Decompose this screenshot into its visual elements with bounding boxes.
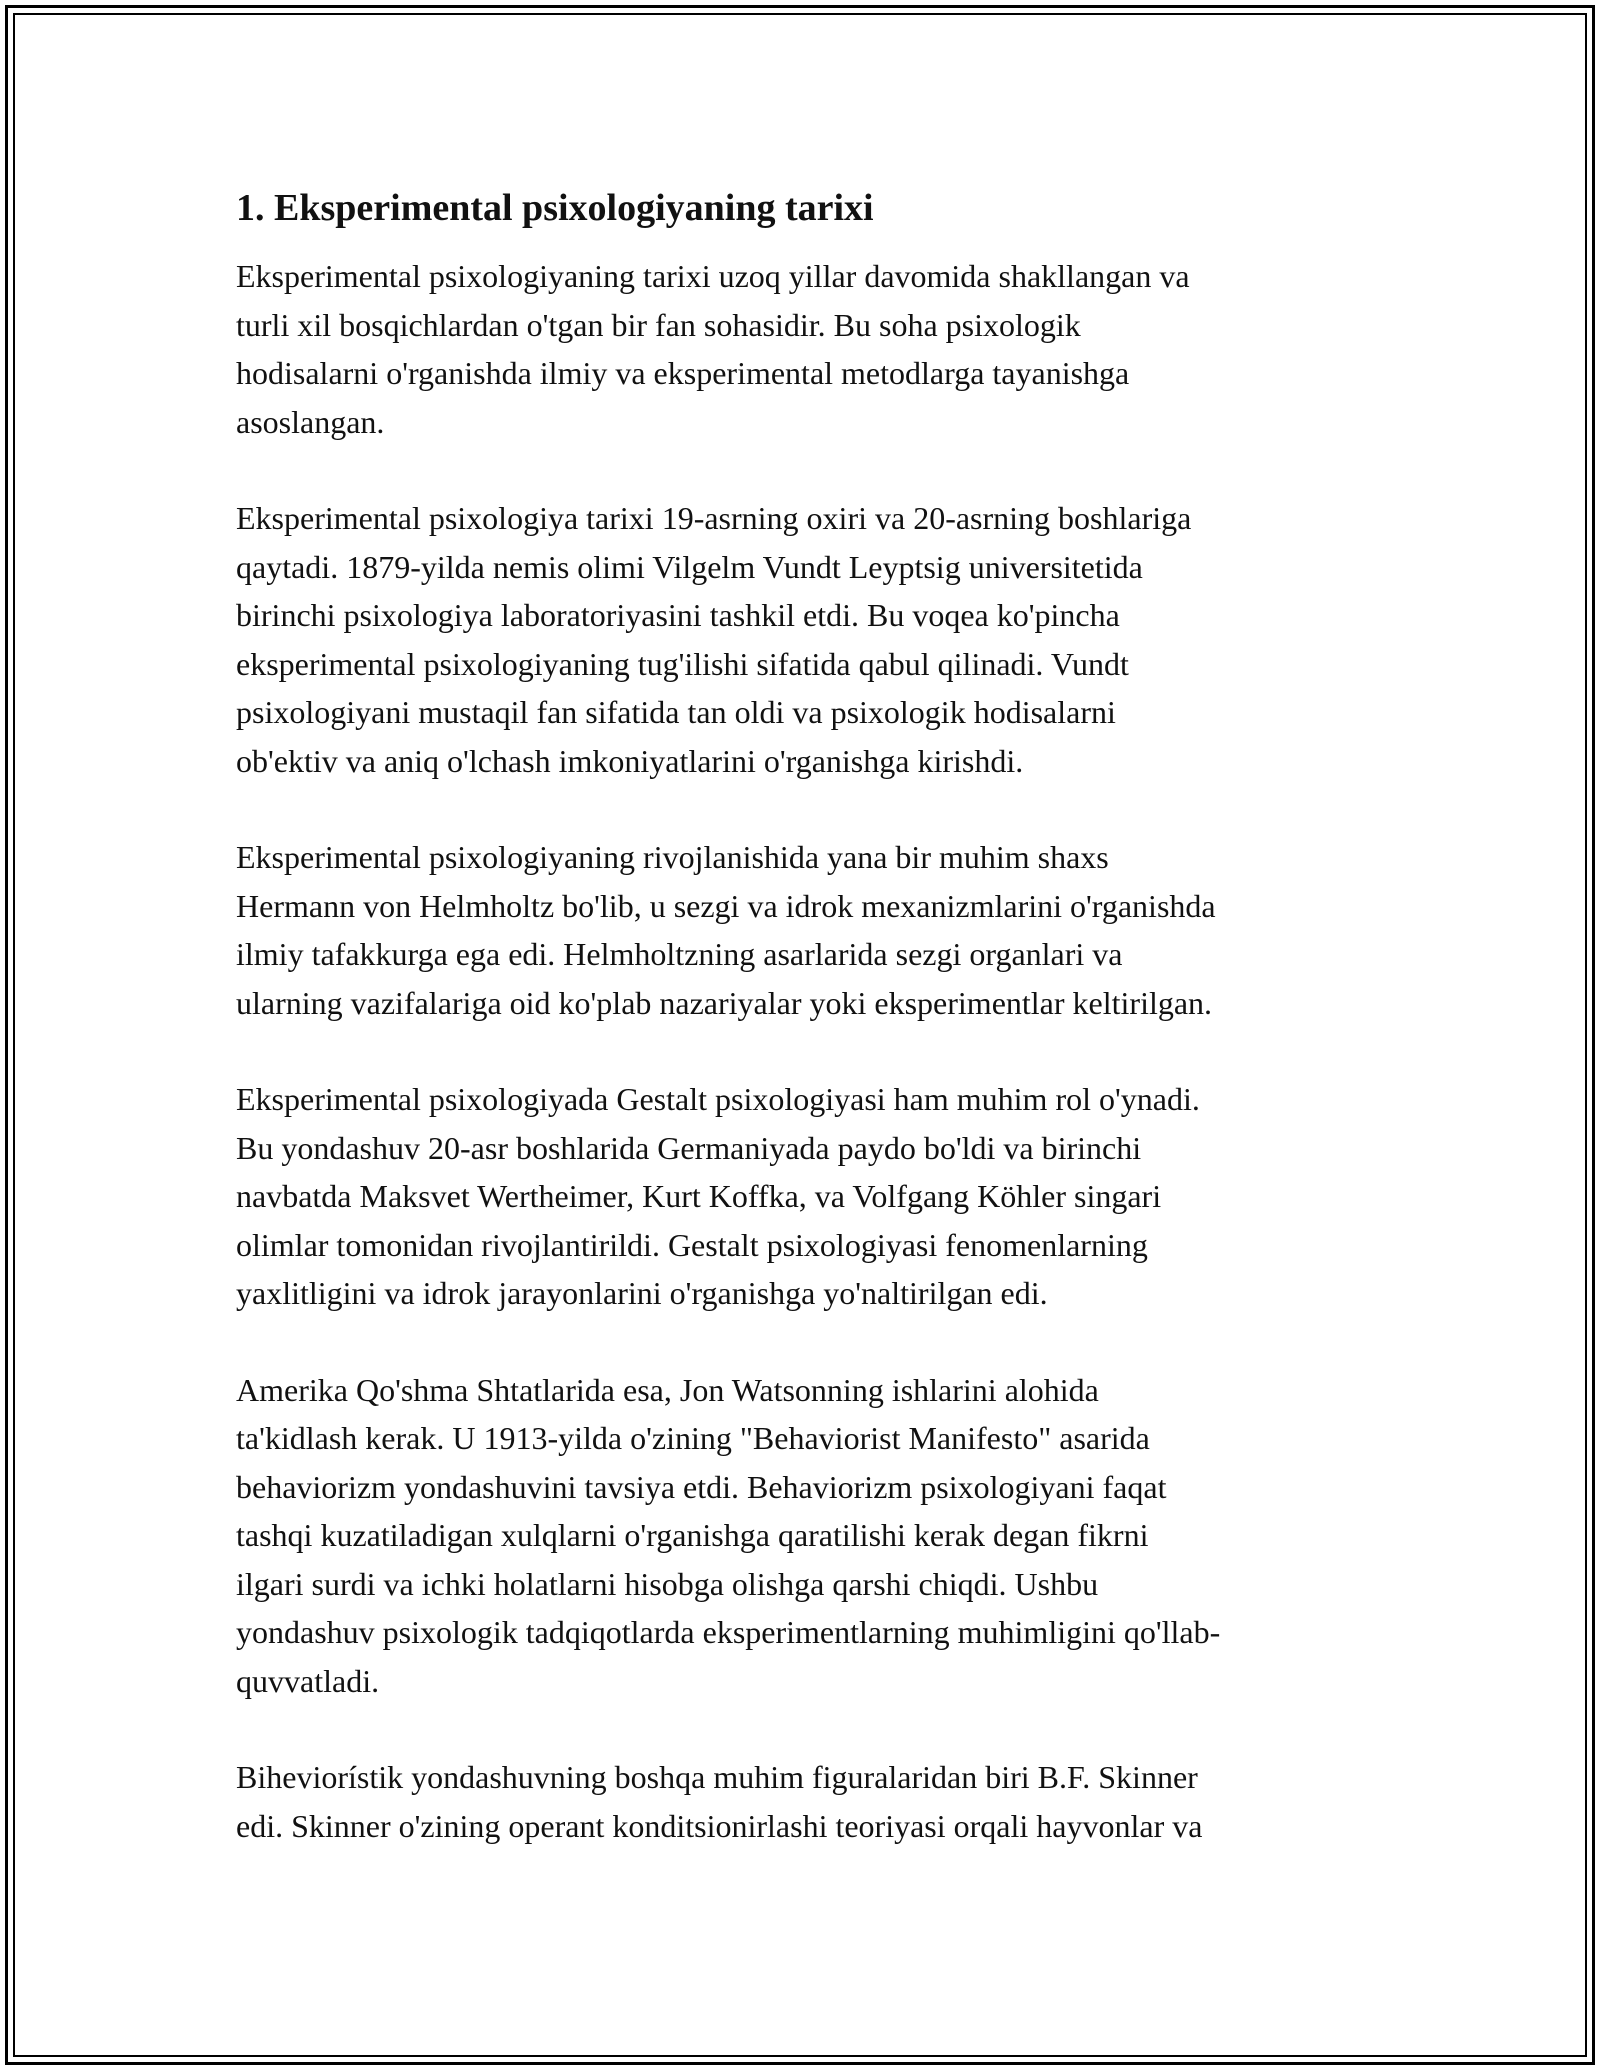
text-line: qaytadi. 1879-yilda nemis olimi Vilgelm Vundt Leyptsig universitetida [236,548,1143,585]
text-line: Biheviorístik yondashuvning boshqa muhim figuralaridan biri B.F. Skinner [236,1759,1198,1795]
text-line: ilgari surdi va ichki holatlarni hisobga olishga qarshi chiqdi. Ushbu [236,1565,1099,1602]
text-line: ob'ektiv va aniq o'lchash imkoniyatlarini o'rganishga kirishdi. [236,742,1024,779]
text-line: Eksperimental psixologiyaning rivojlanishida yana bir muhim shaxs [236,839,1109,875]
text-line: yaxlitligini va idrok jarayonlarini o'rganishga yo'naltirilgan edi. [236,1275,1048,1311]
paragraph-2 [236,494,1376,785]
paragraph-4 [236,1075,1376,1318]
text-line: hodisalarni o'rganishda ilmiy va eksperimental metodlarga tayanishga [236,355,1130,391]
text-line: yondashuv psixologik tadqiqotlarda eksperimentlarning muhimligini qo'llab- [236,1614,1221,1650]
document-body [236,184,1376,1898]
text-line: Eksperimental psixologiyaning tarixi uzoq yillar davomida shakllangan va [236,258,1190,294]
text-line: turli xil bosqichlardan o'tgan bir fan sohasidir. Bu soha psixologik [236,306,1081,343]
text-line: Eksperimental psixologiya tarixi 19-asrning oxiri va 20-asrning boshlariga [236,500,1192,536]
text-line: Eksperimental psixologiyada Gestalt psixologiyasi ham muhim rol o'ynadi. [236,1081,1200,1117]
text-line: tashqi kuzatiladigan xulqlarni o'rganishga qaratilishi kerak degan fikrni [236,1517,1149,1553]
text-line: olimlar tomonidan rivojlantirildi. Gestalt psixologiyasi fenomenlarning [236,1226,1148,1263]
paragraph-5 [236,1366,1376,1706]
text-line: Amerika Qo'shma Shtatlarida esa, Jon Watsonning ishlarini alohida [236,1371,1099,1408]
text-line: asoslangan. [236,403,385,440]
text-line: quvvatladi. [236,1662,380,1699]
text-line: eksperimental psixologiyaning tug'ilishi sifatida qabul qilinadi. Vundt [236,645,1129,682]
paragraph-3 [236,833,1376,1027]
text-line: ilmiy tafakkurga ega edi. Helmholtzning asarlarida sezgi organlari va [236,936,1123,972]
text-line: ta'kidlash kerak. U 1913-yilda o'zining "Behaviorist Manifesto" asarida [236,1420,1150,1456]
text-line: birinchi psixologiya laboratoriyasini tashkil etdi. Bu voqea ko'pincha [236,597,1120,633]
text-line: ularning vazifalariga oid ko'plab nazariyalar yoki eksperimentlar keltirilgan. [236,984,1213,1021]
text-line: edi. Skinner o'zining operant konditsionirlashi teoriyasi orqali hayvonlar va [236,1807,1203,1844]
text-line: Bu yondashuv 20-asr boshlarida Germaniyada paydo bo'ldi va birinchi [236,1129,1142,1166]
text-line: psixologiyani mustaqil fan sifatida tan oldi va psixologik hodisalarni [236,694,1116,730]
text-line: behaviorizm yondashuvini tavsiya etdi. Behaviorizm psixologiyani faqat [236,1468,1167,1505]
section-heading: 1. Eksperimental psixologiyaning tarixi [236,187,874,229]
paragraph-1 [236,252,1376,446]
paragraph-6 [236,1753,1376,1850]
text-line: Hermann von Helmholtz bo'lib, u sezgi va idrok mexanizmlarini o'rganishda [236,887,1216,924]
text-line: navbatda Maksvet Wertheimer, Kurt Koffka, va Volfgang Köhler singari [236,1178,1162,1214]
